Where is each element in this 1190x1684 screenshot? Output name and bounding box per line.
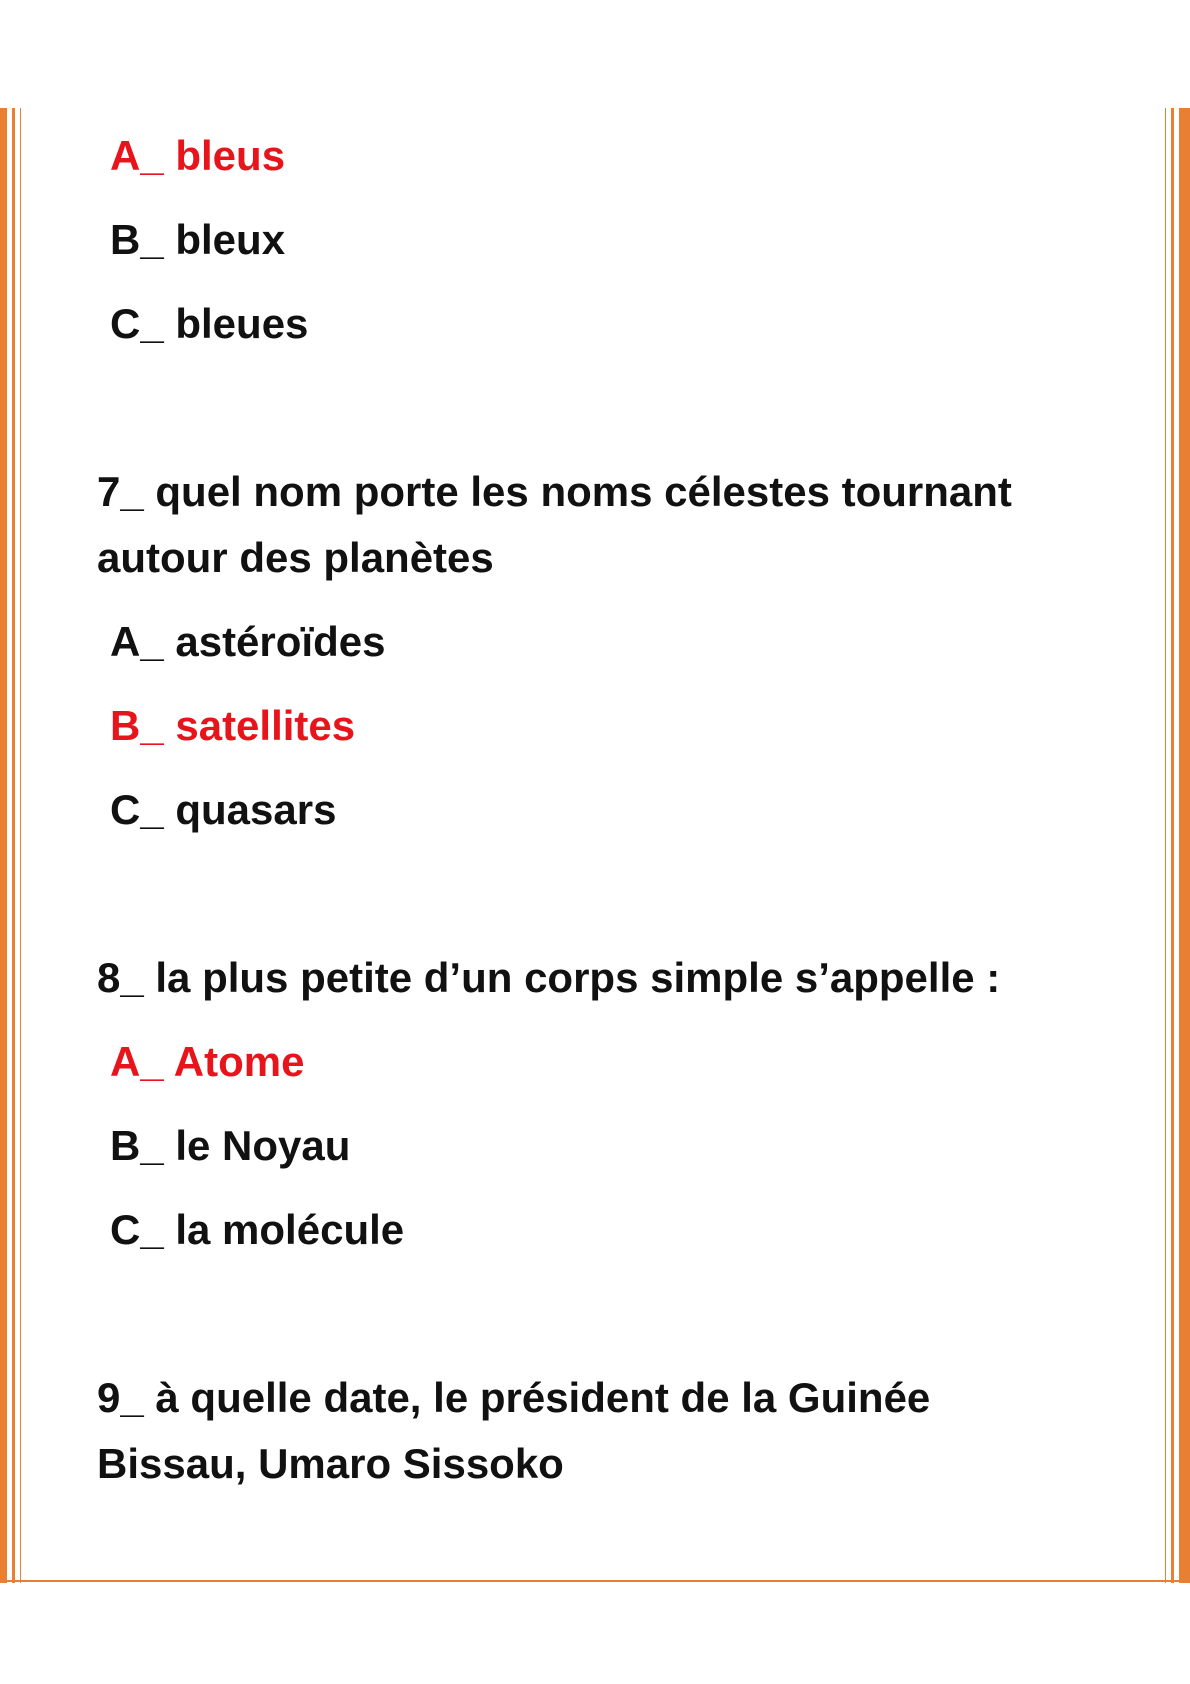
page-border-left-inner bbox=[12, 108, 15, 1583]
q7-question-line1: 7_ quel nom porte les noms célestes tournant bbox=[97, 468, 1012, 515]
page-border-bottom bbox=[0, 1580, 1190, 1582]
page-border-right-thin bbox=[1165, 108, 1166, 1583]
q6-option-c: C_ bleues bbox=[110, 300, 309, 347]
q8-option-a: A_ Atome bbox=[110, 1038, 305, 1085]
q7-question-line2: autour des planètes bbox=[97, 534, 494, 581]
q7-option-c: C_ quasars bbox=[110, 786, 337, 833]
q8-option-c: C_ la molécule bbox=[110, 1206, 405, 1253]
q9-question-line1: 9_ à quelle date, le président de la Guinée bbox=[97, 1374, 931, 1421]
page-border-right bbox=[1179, 108, 1190, 1583]
q7-option-b: B_ satellites bbox=[110, 702, 356, 749]
page-border-right-inner bbox=[1171, 108, 1174, 1583]
q6-option-a: A_ bleus bbox=[110, 132, 286, 179]
q7-option-a: A_ astéroïdes bbox=[110, 618, 386, 665]
page-border-left-thin bbox=[20, 108, 21, 1583]
q6-option-b: B_ bleux bbox=[110, 216, 286, 263]
q9-question-line2: Bissau, Umaro Sissoko bbox=[97, 1440, 564, 1487]
q8-option-b: B_ le Noyau bbox=[110, 1122, 351, 1169]
page-border-left bbox=[0, 108, 7, 1583]
q8-question-line1: 8_ la plus petite d’un corps simple s’appelle : bbox=[97, 954, 1001, 1001]
